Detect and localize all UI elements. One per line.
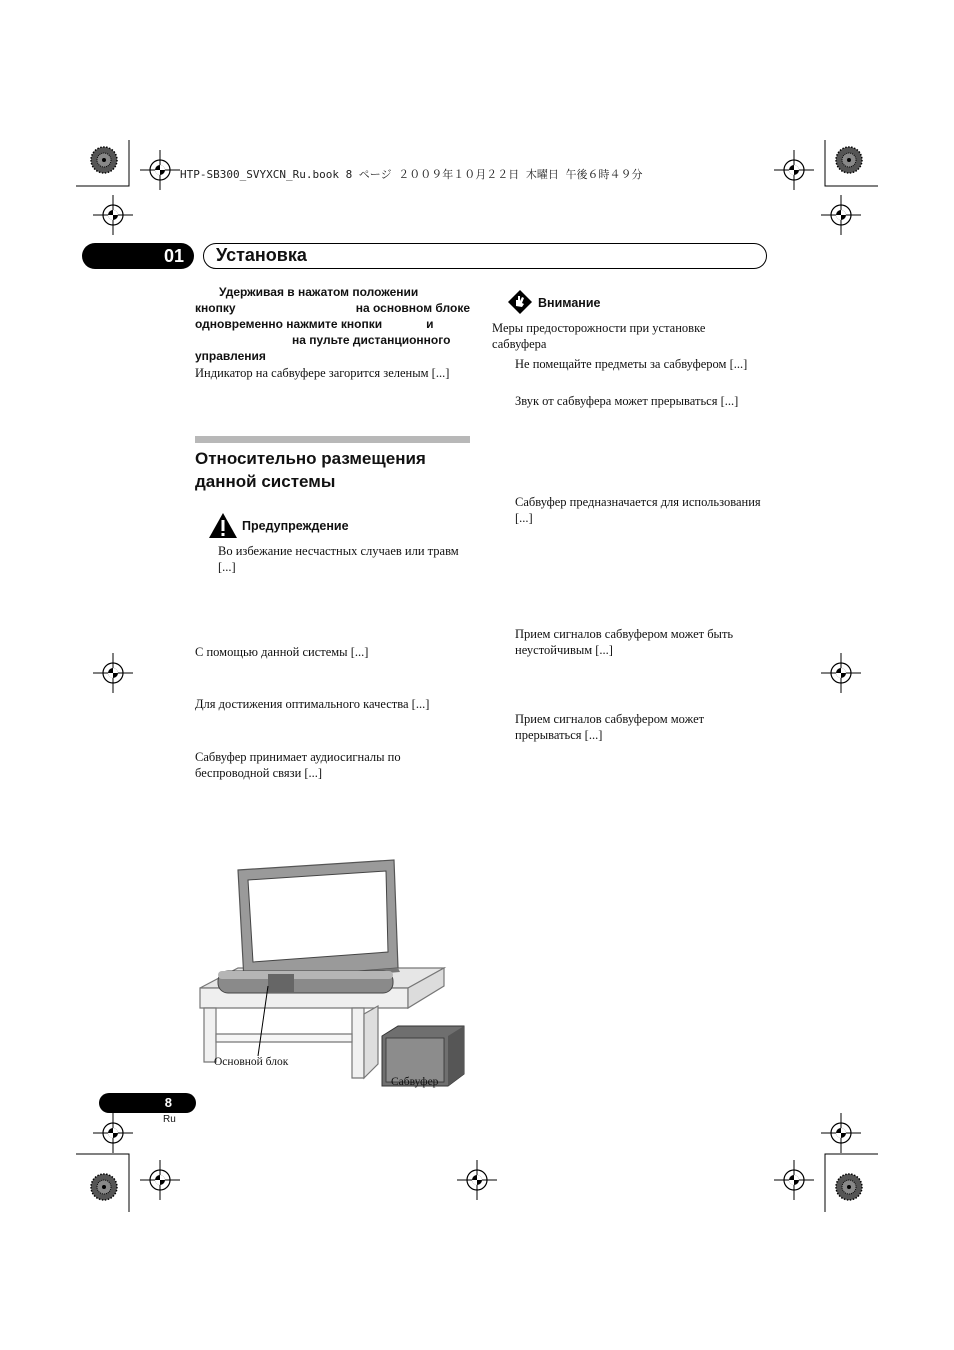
warning-text: Во избежание несчастных случаев или травм [...] — [218, 544, 459, 574]
figure-label-main-unit: Основной блок — [214, 1056, 289, 1068]
instruction-line: и — [426, 317, 434, 331]
body-paragraph: С помощью данной системы [...] — [195, 645, 369, 659]
warning-triangle-icon — [208, 512, 238, 539]
page-language: Ru — [163, 1114, 176, 1125]
caution-item: Звук от сабвуфера может прерываться [...] — [515, 394, 739, 408]
section-divider — [195, 436, 470, 443]
registration-target-icon — [93, 1113, 133, 1153]
registration-target-icon — [774, 150, 814, 190]
body-paragraph: Для достижения оптимального качества [...] — [195, 697, 430, 711]
registration-target-icon — [821, 195, 861, 235]
chapter-title: Установка — [203, 243, 767, 269]
registration-target-icon — [836, 1174, 862, 1200]
page-number: 8 — [99, 1093, 196, 1113]
registration-target-icon — [140, 150, 180, 190]
caution-item: Не помещайте предметы за сабвуфером [...] — [515, 357, 748, 371]
registration-target-icon — [821, 653, 861, 693]
registration-target-icon — [93, 195, 133, 235]
instruction-line: на пульте дистанционного — [292, 333, 451, 347]
placement-illustration — [198, 856, 470, 1088]
caution-item: Прием сигналов сабвуфером может быть неустойчивым [...] — [515, 627, 734, 657]
registration-target-icon — [91, 1174, 117, 1200]
figure-label-subwoofer: Сабвуфер — [391, 1076, 439, 1088]
instruction-result: Индикатор на сабвуфере загорится зеленым [...] — [195, 366, 450, 380]
instruction-line: одновременно нажмите кнопки — [195, 317, 383, 331]
instruction-line: Удерживая в нажатом положении — [219, 285, 419, 299]
registration-target-icon — [774, 1160, 814, 1200]
chapter-number: 01 — [82, 243, 194, 269]
instruction-line: кнопку — [195, 301, 236, 315]
instruction-line: управления — [195, 349, 266, 363]
registration-target-icon — [457, 1160, 497, 1200]
caution-item: Сабвуфер предназначается для использования [...] — [515, 495, 761, 525]
instruction-step — [195, 284, 470, 364]
section-title-line: данной системы — [195, 472, 336, 491]
registration-target-icon — [91, 147, 117, 173]
caution-hand-icon — [507, 289, 533, 315]
main-unit — [218, 971, 393, 993]
registration-target-icon — [836, 147, 862, 173]
caution-label: Внимание — [538, 296, 601, 310]
registration-target-icon — [140, 1160, 180, 1200]
print-header-line: HTP-SB300_SVYXCN_Ru.book 8 ページ ２００９年１０月２２日 木曜日 午後６時４９分 — [180, 168, 643, 181]
registration-target-icon — [821, 1113, 861, 1153]
warning-label: Предупреждение — [242, 519, 349, 533]
television — [238, 860, 400, 984]
caution-intro: Меры предосторожности при установке сабвуфера — [492, 321, 706, 351]
section-title — [195, 447, 470, 493]
body-paragraph: Сабвуфер принимает аудиосигналы по беспроводной связи [...] — [195, 750, 401, 780]
caution-item: Прием сигналов сабвуфером может прерываться [...] — [515, 712, 705, 742]
section-title-line: Относительно размещения — [195, 449, 426, 468]
registration-target-icon — [93, 653, 133, 693]
instruction-line: на основном блоке — [355, 301, 470, 315]
